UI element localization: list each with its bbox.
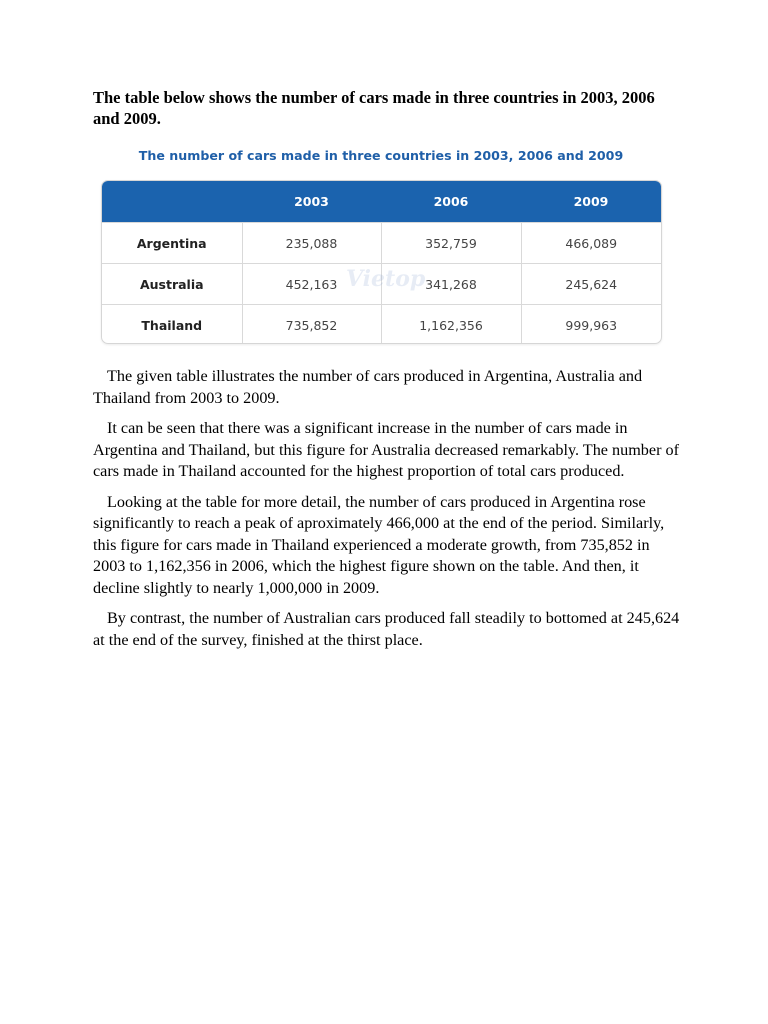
table-container bbox=[101, 180, 662, 344]
row-label-thailand: Thailand bbox=[102, 305, 242, 345]
cars-table bbox=[102, 181, 661, 344]
table-cell: 466,089 bbox=[521, 223, 661, 264]
table-cell: 735,852 bbox=[242, 305, 381, 345]
table-row bbox=[102, 305, 661, 345]
table-row bbox=[102, 264, 661, 305]
table-header-cell-2009: 2009 bbox=[521, 181, 661, 223]
table-figure bbox=[100, 146, 662, 346]
table-cell: 452,163 bbox=[242, 264, 381, 305]
paragraph-detail-1: Looking at the table for more detail, the number of cars produced in Argentina rose significantly to reach a peak of aproximately 466,000 at the end of the period. Similarly, this figure for cars made in Thailand experienced a moderate growth, from 735,852 in 2003 to 1,162,356 in 2006, which the highest figure shown on the table. And then, it decline slightly to nearly 1,000,000 in 2009. bbox=[93, 492, 665, 597]
paragraph-detail-2: By contrast, the number of Australian cars produced fall steadily to bottomed at 245,624 at the end of the survey, finished at the thirst place. bbox=[93, 609, 680, 649]
table-row bbox=[102, 223, 661, 264]
table-cell: 245,624 bbox=[521, 264, 661, 305]
table-header-cell-corner bbox=[102, 181, 242, 223]
row-label-australia: Australia bbox=[102, 264, 242, 305]
table-title: The number of cars made in three countries in 2003, 2006 and 2009 bbox=[138, 148, 624, 163]
paragraph-overview: It can be seen that there was a significant increase in the number of cars made in Argentina and Thailand, but this figure for Australia decreased remarkably. The number of cars made in Thailand accounted for the highest proportion of total cars produced. bbox=[93, 419, 680, 480]
table-cell: 1,162,356 bbox=[381, 305, 521, 345]
table-cell: 352,759 bbox=[381, 223, 521, 264]
essay-body bbox=[93, 366, 685, 660]
table-header-cell-2003: 2003 bbox=[242, 181, 381, 223]
table-header-row bbox=[102, 181, 661, 223]
table-cell: 235,088 bbox=[242, 223, 381, 264]
row-label-argentina: Argentina bbox=[102, 223, 242, 264]
table-cell: 341,268 bbox=[381, 264, 521, 305]
table-cell: 999,963 bbox=[521, 305, 661, 345]
table-header-cell-2006: 2006 bbox=[381, 181, 521, 223]
task-heading: The table below shows the number of cars made in three countries in 2003, 2006 and 2009. bbox=[93, 88, 655, 128]
watermark-logo: Vietop bbox=[346, 266, 426, 292]
paragraph-introduction: The given table illustrates the number of cars produced in Argentina, Australia and Thailand from 2003 to 2009. bbox=[93, 367, 643, 407]
